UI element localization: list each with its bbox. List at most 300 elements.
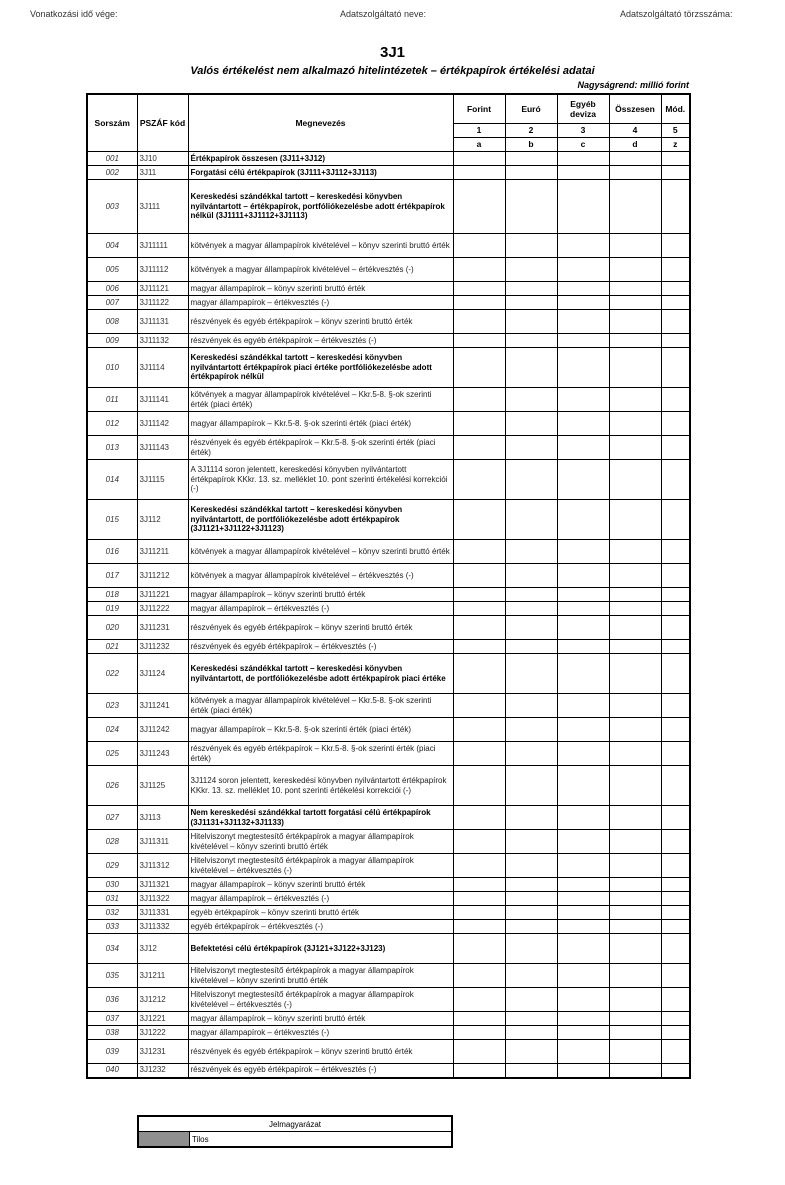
value-cell-euro[interactable] [505,180,557,234]
value-cell-osszesen[interactable] [609,258,661,282]
table-row [87,258,690,282]
row-sorszam: 002 [87,166,137,180]
row-pszaf-code: 3J1232 [137,1064,188,1078]
value-cell-euro[interactable] [505,436,557,460]
row-megnevezes: részvények és egyéb értékpapírok – értékvesztés (-) [188,1064,453,1078]
value-cell-forint[interactable] [453,1026,505,1040]
value-cell-euro[interactable] [505,920,557,934]
value-cell-euro[interactable] [505,334,557,348]
value-cell-mod[interactable] [661,588,690,602]
value-cell-mod[interactable] [661,892,690,906]
value-cell-osszesen[interactable] [609,1064,661,1078]
row-megnevezes: Hitelviszonyt megtestesítő értékpapírok a magyar állampapírok kivételével – értékvesztés (-) [188,854,453,878]
row-sorszam: 022 [87,654,137,694]
value-cell-mod[interactable] [661,640,690,654]
row-megnevezes: A 3J1114 soron jelentett, kereskedési könyvben nyilvántartott értékpapírok KKkr. 13. sz. melléklet 10. pont szerinti értékelési korrekciói (-) [188,460,453,500]
row-pszaf-code: 3J1212 [137,988,188,1012]
row-megnevezes: 3J1124 soron jelentett, kereskedési könyvben nyilvántartott értékpapírok KKkr. 13. sz. melléklet 10. pont szerinti értékelési korrekciói (-) [188,766,453,806]
value-cell-euro[interactable] [505,564,557,588]
value-cell-euro[interactable] [505,296,557,310]
table-row [87,742,690,766]
col-header-sorszam: Sorszám [87,94,137,152]
value-cell-egyeb-deviza[interactable] [557,920,609,934]
row-pszaf-code: 3J1114 [137,348,188,388]
value-cell-osszesen[interactable] [609,694,661,718]
value-cell-mod[interactable] [661,388,690,412]
value-cell-mod[interactable] [661,500,690,540]
row-pszaf-code: 3J1231 [137,1040,188,1064]
row-sorszam: 035 [87,964,137,988]
value-cell-euro[interactable] [505,892,557,906]
value-cell-forint[interactable] [453,742,505,766]
table-row [87,152,690,166]
value-cell-osszesen[interactable] [609,602,661,616]
value-cell-egyeb-deviza[interactable] [557,334,609,348]
table-row [87,564,690,588]
value-cell-osszesen[interactable] [609,296,661,310]
value-cell-forint[interactable] [453,892,505,906]
value-cell-euro[interactable] [505,500,557,540]
row-sorszam: 012 [87,412,137,436]
reporting-period-label: Vonatkozási idő vége: [30,9,118,19]
value-cell-mod[interactable] [661,718,690,742]
value-cell-osszesen[interactable] [609,234,661,258]
value-cell-osszesen[interactable] [609,1012,661,1026]
value-cell-euro[interactable] [505,934,557,964]
row-pszaf-code: 3J11322 [137,892,188,906]
value-cell-forint[interactable] [453,1040,505,1064]
value-cell-egyeb-deviza[interactable] [557,892,609,906]
table-row [87,1040,690,1064]
value-cell-forint[interactable] [453,564,505,588]
value-cell-euro[interactable] [505,830,557,854]
col-number: 3 [557,124,609,138]
value-cell-egyeb-deviza[interactable] [557,180,609,234]
value-cell-egyeb-deviza[interactable] [557,234,609,258]
value-cell-egyeb-deviza[interactable] [557,310,609,334]
table-row [87,234,690,258]
value-cell-forint[interactable] [453,878,505,892]
value-cell-osszesen[interactable] [609,282,661,296]
value-cell-mod[interactable] [661,258,690,282]
legend-title: Jelmagyarázat [138,1116,452,1132]
value-cell-forint[interactable] [453,258,505,282]
value-cell-egyeb-deviza[interactable] [557,564,609,588]
table-row [87,878,690,892]
row-pszaf-code: 3J11232 [137,640,188,654]
row-pszaf-code: 3J11222 [137,602,188,616]
value-cell-mod[interactable] [661,180,690,234]
value-cell-osszesen[interactable] [609,878,661,892]
row-sorszam: 001 [87,152,137,166]
value-cell-mod[interactable] [661,654,690,694]
value-cell-mod[interactable] [661,742,690,766]
value-cell-forint[interactable] [453,388,505,412]
value-cell-forint[interactable] [453,412,505,436]
row-megnevezes: magyar állampapírok – könyv szerinti bruttó érték [188,588,453,602]
value-cell-egyeb-deviza[interactable] [557,694,609,718]
value-cell-euro[interactable] [505,742,557,766]
value-cell-euro[interactable] [505,348,557,388]
col-header-megnevezes: Megnevezés [188,94,453,152]
value-cell-euro[interactable] [505,412,557,436]
value-cell-osszesen[interactable] [609,766,661,806]
value-cell-mod[interactable] [661,412,690,436]
value-cell-forint[interactable] [453,460,505,500]
value-cell-forint[interactable] [453,1064,505,1078]
value-cell-egyeb-deviza[interactable] [557,602,609,616]
value-cell-egyeb-deviza[interactable] [557,348,609,388]
value-cell-euro[interactable] [505,1064,557,1078]
value-cell-osszesen[interactable] [609,654,661,694]
value-cell-euro[interactable] [505,854,557,878]
value-cell-egyeb-deviza[interactable] [557,878,609,892]
row-megnevezes: Hitelviszonyt megtestesítő értékpapírok a magyar állampapírok kivételével – könyv szerinti bruttó érték [188,964,453,988]
value-cell-mod[interactable] [661,152,690,166]
value-cell-osszesen[interactable] [609,934,661,964]
value-cell-osszesen[interactable] [609,806,661,830]
value-cell-forint[interactable] [453,964,505,988]
value-cell-forint[interactable] [453,806,505,830]
row-pszaf-code: 3J11211 [137,540,188,564]
value-cell-osszesen[interactable] [609,640,661,654]
value-cell-osszesen[interactable] [609,460,661,500]
value-cell-mod[interactable] [661,436,690,460]
row-pszaf-code: 3J11132 [137,334,188,348]
row-sorszam: 030 [87,878,137,892]
value-cell-osszesen[interactable] [609,906,661,920]
table-row [87,964,690,988]
value-cell-egyeb-deviza[interactable] [557,742,609,766]
value-cell-egyeb-deviza[interactable] [557,1040,609,1064]
value-cell-forint[interactable] [453,310,505,334]
value-cell-mod[interactable] [661,694,690,718]
value-cell-egyeb-deviza[interactable] [557,988,609,1012]
value-cell-euro[interactable] [505,640,557,654]
row-sorszam: 026 [87,766,137,806]
value-cell-egyeb-deviza[interactable] [557,806,609,830]
value-cell-egyeb-deviza[interactable] [557,766,609,806]
provider-id-label: Adatszolgáltató törzsszáma: [620,9,733,19]
value-cell-mod[interactable] [661,310,690,334]
value-cell-euro[interactable] [505,388,557,412]
unit-label: Nagyságrend: millió forint [577,80,689,90]
value-cell-mod[interactable] [661,1040,690,1064]
value-cell-osszesen[interactable] [609,830,661,854]
value-cell-forint[interactable] [453,906,505,920]
value-cell-forint[interactable] [453,588,505,602]
value-cell-euro[interactable] [505,282,557,296]
value-cell-euro[interactable] [505,460,557,500]
value-cell-euro[interactable] [505,878,557,892]
value-cell-mod[interactable] [661,1026,690,1040]
legend-box [137,1115,453,1148]
value-cell-egyeb-deviza[interactable] [557,500,609,540]
value-cell-osszesen[interactable] [609,310,661,334]
value-cell-euro[interactable] [505,988,557,1012]
table-row [87,616,690,640]
row-megnevezes: kötvények a magyar állampapírok kivételével – Kkr.5-8. §-ok szerinti érték (piaci érték) [188,694,453,718]
value-cell-osszesen[interactable] [609,348,661,388]
value-cell-forint[interactable] [453,718,505,742]
value-cell-osszesen[interactable] [609,564,661,588]
row-sorszam: 027 [87,806,137,830]
table-row [87,588,690,602]
row-megnevezes: magyar állampapírok – könyv szerinti bruttó érték [188,1012,453,1026]
value-cell-forint[interactable] [453,766,505,806]
value-cell-mod[interactable] [661,282,690,296]
value-cell-forint[interactable] [453,616,505,640]
value-cell-egyeb-deviza[interactable] [557,964,609,988]
row-sorszam: 013 [87,436,137,460]
value-cell-euro[interactable] [505,588,557,602]
row-sorszam: 036 [87,988,137,1012]
value-cell-euro[interactable] [505,540,557,564]
row-megnevezes: részvények és egyéb értékpapírok – Kkr.5-8. §-ok szerinti érték (piaci érték) [188,436,453,460]
value-cell-forint[interactable] [453,988,505,1012]
value-cell-egyeb-deviza[interactable] [557,258,609,282]
value-cell-egyeb-deviza[interactable] [557,152,609,166]
value-cell-mod[interactable] [661,878,690,892]
row-sorszam: 015 [87,500,137,540]
value-cell-euro[interactable] [505,258,557,282]
row-sorszam: 016 [87,540,137,564]
value-cell-egyeb-deviza[interactable] [557,640,609,654]
row-pszaf-code: 3J11241 [137,694,188,718]
value-cell-euro[interactable] [505,1040,557,1064]
value-cell-euro[interactable] [505,806,557,830]
value-cell-forint[interactable] [453,436,505,460]
value-cell-forint[interactable] [453,282,505,296]
value-cell-egyeb-deviza[interactable] [557,166,609,180]
value-cell-mod[interactable] [661,348,690,388]
value-cell-osszesen[interactable] [609,412,661,436]
col-number: 2 [505,124,557,138]
value-cell-osszesen[interactable] [609,152,661,166]
value-cell-forint[interactable] [453,854,505,878]
row-sorszam: 010 [87,348,137,388]
value-cell-egyeb-deviza[interactable] [557,540,609,564]
value-cell-forint[interactable] [453,348,505,388]
row-sorszam: 040 [87,1064,137,1078]
row-megnevezes: részvények és egyéb értékpapírok – könyv szerinti bruttó érték [188,1040,453,1064]
row-megnevezes: részvények és egyéb értékpapírok – könyv szerinti bruttó érték [188,616,453,640]
row-megnevezes: Forgatási célú értékpapírok (3J111+3J112+3J113) [188,166,453,180]
col-number: 5 [661,124,690,138]
value-cell-euro[interactable] [505,310,557,334]
value-cell-mod[interactable] [661,1064,690,1078]
value-cell-mod[interactable] [661,830,690,854]
value-cell-euro[interactable] [505,234,557,258]
value-cell-mod[interactable] [661,564,690,588]
col-letter: c [557,138,609,152]
row-megnevezes: magyar állampapírok – könyv szerinti bruttó érték [188,878,453,892]
value-cell-mod[interactable] [661,964,690,988]
table-row [87,180,690,234]
value-cell-egyeb-deviza[interactable] [557,388,609,412]
value-cell-egyeb-deviza[interactable] [557,830,609,854]
row-megnevezes: egyéb értékpapírok – könyv szerinti bruttó érték [188,906,453,920]
value-cell-osszesen[interactable] [609,742,661,766]
value-cell-egyeb-deviza[interactable] [557,654,609,694]
value-cell-osszesen[interactable] [609,1040,661,1064]
table-row [87,906,690,920]
value-cell-euro[interactable] [505,166,557,180]
value-cell-forint[interactable] [453,640,505,654]
value-cell-egyeb-deviza[interactable] [557,616,609,640]
row-pszaf-code: 3J11121 [137,282,188,296]
value-cell-egyeb-deviza[interactable] [557,412,609,436]
row-sorszam: 003 [87,180,137,234]
value-cell-osszesen[interactable] [609,436,661,460]
value-cell-osszesen[interactable] [609,616,661,640]
value-cell-egyeb-deviza[interactable] [557,718,609,742]
row-pszaf-code: 3J11131 [137,310,188,334]
value-cell-egyeb-deviza[interactable] [557,460,609,500]
value-cell-osszesen[interactable] [609,500,661,540]
row-sorszam: 005 [87,258,137,282]
value-cell-forint[interactable] [453,934,505,964]
value-cell-mod[interactable] [661,166,690,180]
table-row [87,296,690,310]
value-cell-euro[interactable] [505,152,557,166]
value-cell-osszesen[interactable] [609,854,661,878]
col-header-forint: Forint [453,94,505,124]
value-cell-mod[interactable] [661,1012,690,1026]
value-cell-egyeb-deviza[interactable] [557,436,609,460]
row-sorszam: 004 [87,234,137,258]
value-cell-mod[interactable] [661,540,690,564]
value-cell-forint[interactable] [453,540,505,564]
value-cell-euro[interactable] [505,1012,557,1026]
table-row [87,166,690,180]
row-megnevezes: Értékpapírok összesen (3J11+3J12) [188,152,453,166]
value-cell-mod[interactable] [661,234,690,258]
value-cell-osszesen[interactable] [609,964,661,988]
value-cell-osszesen[interactable] [609,988,661,1012]
value-cell-forint[interactable] [453,296,505,310]
value-cell-forint[interactable] [453,694,505,718]
row-sorszam: 023 [87,694,137,718]
value-cell-osszesen[interactable] [609,892,661,906]
value-cell-euro[interactable] [505,718,557,742]
value-cell-forint[interactable] [453,654,505,694]
value-cell-mod[interactable] [661,334,690,348]
value-cell-egyeb-deviza[interactable] [557,1012,609,1026]
value-cell-osszesen[interactable] [609,1026,661,1040]
row-sorszam: 033 [87,920,137,934]
row-sorszam: 038 [87,1026,137,1040]
table-row [87,830,690,854]
value-cell-mod[interactable] [661,766,690,806]
row-sorszam: 024 [87,718,137,742]
table-row [87,694,690,718]
row-megnevezes: kötvények a magyar állampapírok kivételével – könyv szerinti bruttó érték [188,540,453,564]
value-cell-egyeb-deviza[interactable] [557,854,609,878]
value-cell-euro[interactable] [505,964,557,988]
row-megnevezes: Hitelviszonyt megtestesítő értékpapírok a magyar állampapírok kivételével – könyv szerinti bruttó érték [188,830,453,854]
value-cell-osszesen[interactable] [609,540,661,564]
value-cell-euro[interactable] [505,906,557,920]
value-cell-mod[interactable] [661,296,690,310]
value-cell-forint[interactable] [453,920,505,934]
table-row [87,988,690,1012]
value-cell-egyeb-deviza[interactable] [557,588,609,602]
value-cell-euro[interactable] [505,616,557,640]
value-cell-mod[interactable] [661,460,690,500]
row-pszaf-code: 3J1125 [137,766,188,806]
value-cell-mod[interactable] [661,602,690,616]
value-cell-egyeb-deviza[interactable] [557,296,609,310]
value-cell-euro[interactable] [505,654,557,694]
row-sorszam: 032 [87,906,137,920]
value-cell-mod[interactable] [661,854,690,878]
value-cell-osszesen[interactable] [609,334,661,348]
value-cell-forint[interactable] [453,830,505,854]
value-cell-osszesen[interactable] [609,180,661,234]
value-cell-euro[interactable] [505,1026,557,1040]
table-row [87,1064,690,1078]
value-cell-euro[interactable] [505,602,557,616]
table-row [87,540,690,564]
value-cell-forint[interactable] [453,166,505,180]
row-pszaf-code: 3J11243 [137,742,188,766]
value-cell-forint[interactable] [453,500,505,540]
value-cell-forint[interactable] [453,152,505,166]
value-cell-osszesen[interactable] [609,718,661,742]
value-cell-mod[interactable] [661,934,690,964]
row-megnevezes: magyar állampapírok – könyv szerinti bruttó érték [188,282,453,296]
value-cell-mod[interactable] [661,920,690,934]
table-row [87,602,690,616]
value-cell-osszesen[interactable] [609,166,661,180]
value-cell-forint[interactable] [453,180,505,234]
value-cell-mod[interactable] [661,616,690,640]
row-sorszam: 008 [87,310,137,334]
row-pszaf-code: 3J12 [137,934,188,964]
value-cell-forint[interactable] [453,602,505,616]
value-cell-osszesen[interactable] [609,920,661,934]
value-cell-osszesen[interactable] [609,588,661,602]
row-pszaf-code: 3J111 [137,180,188,234]
table-row [87,766,690,806]
value-cell-euro[interactable] [505,766,557,806]
col-letter: b [505,138,557,152]
form-code: 3J1 [379,44,406,61]
value-cell-egyeb-deviza[interactable] [557,1064,609,1078]
table-row [87,412,690,436]
row-pszaf-code: 3J11141 [137,388,188,412]
value-cell-mod[interactable] [661,988,690,1012]
value-cell-euro[interactable] [505,694,557,718]
row-megnevezes: Nem kereskedési szándékkal tartott forgatási célú értékpapírok (3J1131+3J1132+3J1133) [188,806,453,830]
value-cell-forint[interactable] [453,234,505,258]
row-megnevezes: részvények és egyéb értékpapírok – értékvesztés (-) [188,334,453,348]
value-cell-egyeb-deviza[interactable] [557,906,609,920]
value-cell-egyeb-deviza[interactable] [557,282,609,296]
value-cell-mod[interactable] [661,906,690,920]
row-pszaf-code: 3J11321 [137,878,188,892]
row-megnevezes: kötvények a magyar állampapírok kivételével – könyv szerinti bruttó érték [188,234,453,258]
value-cell-forint[interactable] [453,1012,505,1026]
table-row [87,388,690,412]
value-cell-osszesen[interactable] [609,388,661,412]
value-cell-egyeb-deviza[interactable] [557,1026,609,1040]
row-pszaf-code: 3J1211 [137,964,188,988]
value-cell-mod[interactable] [661,806,690,830]
value-cell-egyeb-deviza[interactable] [557,934,609,964]
value-cell-forint[interactable] [453,334,505,348]
